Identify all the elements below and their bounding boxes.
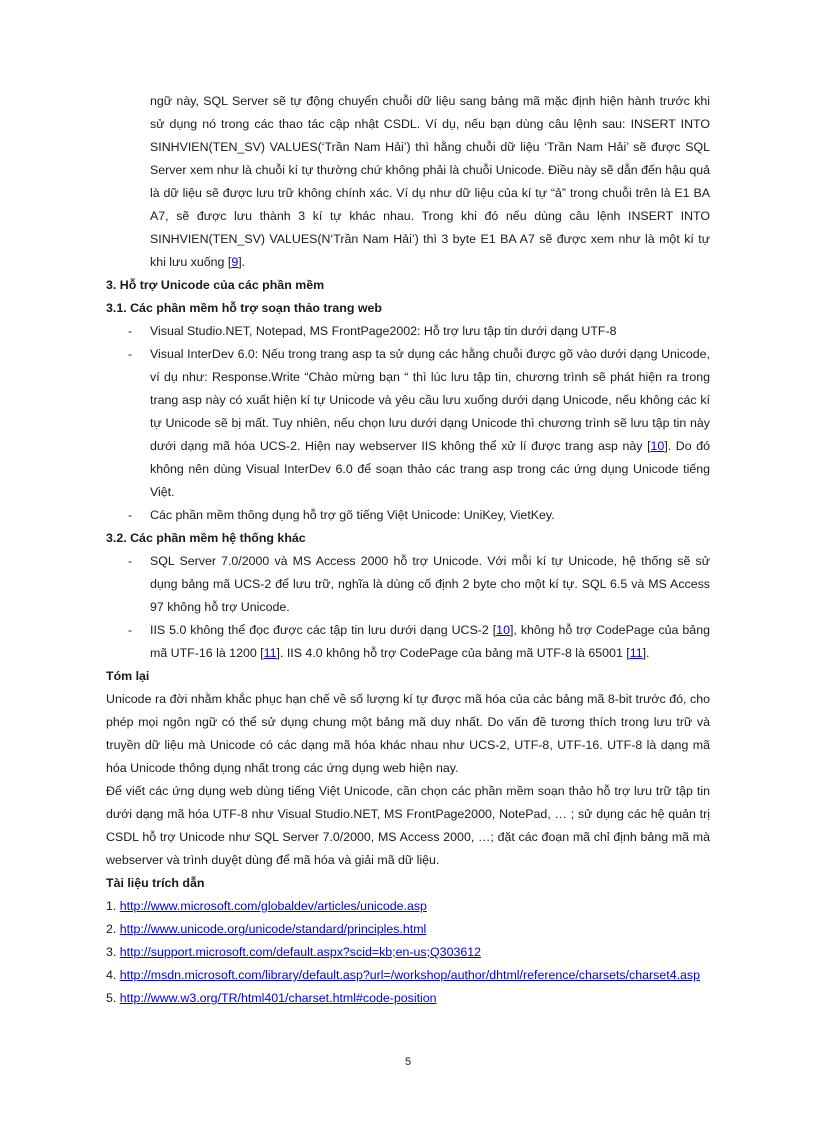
summary-paragraph: Unicode ra đời nhằm khắc phục hạn chế về số lượng kí tự được mã hóa của các bảng mã 8-bit trước đó, cho phép mọi ngôn ngữ có thể sử dụng chung một bảng mã duy nhất. Do vấn đề tương thích trong lưu trữ và truyền dữ liệu mà Unicode có các dạng mã hóa khác nhau như UCS-2, UTF-8, UTF-16. UTF-8 là dạng mã hóa Unicode thông dụng nhất trong các ứng dụng web hiện nay.: [106, 692, 710, 775]
intro-text: ngữ này, SQL Server sẽ tự động chuyển chuỗi dữ liệu sang bảng mã mặc định hiện hành trước khi sử dụng nó trong các thao tác cập nhật CSDL. Ví dụ, nếu bạn dùng câu lệnh sau: INSERT INTO SINHVIEN(TEN_SV) VALUES(‘Trần Nam Hải’) thì hằng chuỗi dữ liệu ‘Trần Nam Hải’ sẽ được SQL Server xem như là chuỗi kí tự thường chứ không phải là chuỗi Unicode. Điều này sẽ dẫn đến hậu quả là dữ liệu sẽ được lưu trữ không chính xác. Ví dụ như dữ liệu của kí tự “ả” trong chuỗi trên là E1 BA A7, sẽ được lưu thành 3 kí tự khác nhau. Trong khi đó nếu dùng câu lệnh INSERT INTO SINHVIEN(TEN_SV) VALUES(N‘Trần Nam Hải’) thì 3 byte E1 BA A7 sẽ được xem như là một kí tự khi lưu xuống [: [150, 94, 710, 269]
subsection-heading-3-1: 3.1. Các phần mềm hỗ trợ soạn thảo trang web: [106, 301, 382, 315]
citation-link-10[interactable]: 10: [496, 623, 510, 637]
dash-bullet: -: [128, 623, 133, 637]
citation-link-9[interactable]: 9: [231, 255, 239, 269]
document-page: [106, 90, 710, 1010]
citation-link-11[interactable]: 11: [263, 646, 277, 660]
list-item: - IIS 5.0 không thể đọc được các tập tin lưu dưới dạng UCS-2 [10], không hỗ trợ CodePage của bảng mã UTF-16 là 1200 [11]. IIS 4.0 không hỗ trợ CodePage của bảng mã UTF-8 là 65001 [11].: [106, 619, 710, 665]
reference-item: 4. http://msdn.microsoft.com/library/default.asp?url=/workshop/author/dhtml/reference/charsets/charset4.asp: [106, 968, 700, 982]
intro-tail: ].: [238, 255, 246, 269]
reference-link[interactable]: http://www.w3.org/TR/html401/charset.html#code-position: [119, 991, 437, 1005]
reference-link[interactable]: http://www.unicode.org/unicode/standard/principles.html: [119, 922, 427, 936]
list-item: - SQL Server 7.0/2000 và MS Access 2000 hỗ trợ Unicode. Với mỗi kí tự Unicode, hệ thống sẽ sử dụng bảng mã UCS-2 để lưu trữ, nghĩa là dùng cố định 2 byte cho một kí tự. SQL 6.5 và MS Access 97 không hỗ trợ Unicode.: [106, 550, 710, 619]
summary-paragraph: Để viết các ứng dụng web dùng tiếng Việt Unicode, cần chọn các phần mềm soạn thảo hỗ trợ lưu trữ tập tin dưới dạng mã hóa UTF-8 như Visual Studio.NET, MS FrontPage2000, NotePad, … ; sử dụng các hệ quản trị CSDL hỗ trợ Unicode như SQL Server 7.0/2000, MS Access 2000, …; đặt các đoạn mã chỉ định bảng mã mà webserver và trình duyệt dùng để mã hóa và giải mã dữ liệu.: [106, 784, 710, 867]
system-software-list: [106, 550, 710, 665]
web-editors-list: [106, 320, 710, 527]
references-list: [106, 895, 710, 1010]
citation-link-10[interactable]: 10: [650, 439, 665, 453]
list-item: - Visual InterDev 6.0: Nếu trong trang asp ta sử dụng các hằng chuỗi được gõ vào dưới dạng Unicode, ví dụ như: Response.Write “Chào mừng bạn “ thì lúc lưu tập tin, chương trình sẽ phát hiện ra trong trang asp này có xuất hiện kí tự Unicode và yêu cầu lưu xuống dưới dạng Unicode, nếu không các kí tự Unicode sẽ bị mất. Tuy nhiên, nếu chọn lưu dưới dạng Unicode thì chương trình sẽ lưu tập tin này dưới dạng mã hóa UCS-2. Hiện nay webserver IIS không thể xử lí được trang asp này [10]. Do đó không nên dùng Visual InterDev 6.0 để soạn thảo các trang asp trong các ứng dụng Unicode tiếng Việt.: [106, 343, 710, 504]
reference-link[interactable]: http://support.microsoft.com/default.aspx?scid=kb;en-us;Q303612: [119, 945, 482, 959]
list-item: - Visual Studio.NET, Notepad, MS FrontPage2002: Hỗ trợ lưu tập tin dưới dạng UTF-8: [106, 320, 710, 343]
dash-bullet: -: [128, 554, 133, 568]
page-number: 5: [404, 1056, 412, 1068]
intro-paragraph: [106, 90, 710, 274]
reference-item: 5. http://www.w3.org/TR/html401/charset.html#code-position: [106, 991, 437, 1005]
dash-bullet: -: [128, 347, 133, 361]
dash-bullet: -: [128, 324, 133, 338]
reference-item: 2. http://www.unicode.org/unicode/standard/principles.html: [106, 922, 427, 936]
summary-heading: Tóm lại: [106, 669, 150, 683]
reference-item: 3. http://support.microsoft.com/default.aspx?scid=kb;en-us;Q303612: [106, 945, 482, 959]
reference-item: 1. http://www.microsoft.com/globaldev/articles/unicode.asp: [106, 899, 427, 913]
references-heading: Tài liệu trích dẫn: [106, 876, 205, 890]
dash-bullet: -: [128, 508, 133, 522]
list-item: - Các phần mềm thông dụng hỗ trợ gõ tiếng Việt Unicode: UniKey, VietKey.: [106, 504, 710, 527]
subsection-heading-3-2: 3.2. Các phần mềm hệ thống khác: [106, 531, 306, 545]
reference-link[interactable]: http://www.microsoft.com/globaldev/articles/unicode.asp: [119, 899, 427, 913]
section-heading-3: 3. Hỗ trợ Unicode của các phần mềm: [106, 278, 325, 292]
citation-link-11[interactable]: 11: [629, 646, 643, 660]
reference-link[interactable]: http://msdn.microsoft.com/library/default.asp?url=/workshop/author/dhtml/reference/charsets/charset4.asp: [119, 968, 700, 982]
